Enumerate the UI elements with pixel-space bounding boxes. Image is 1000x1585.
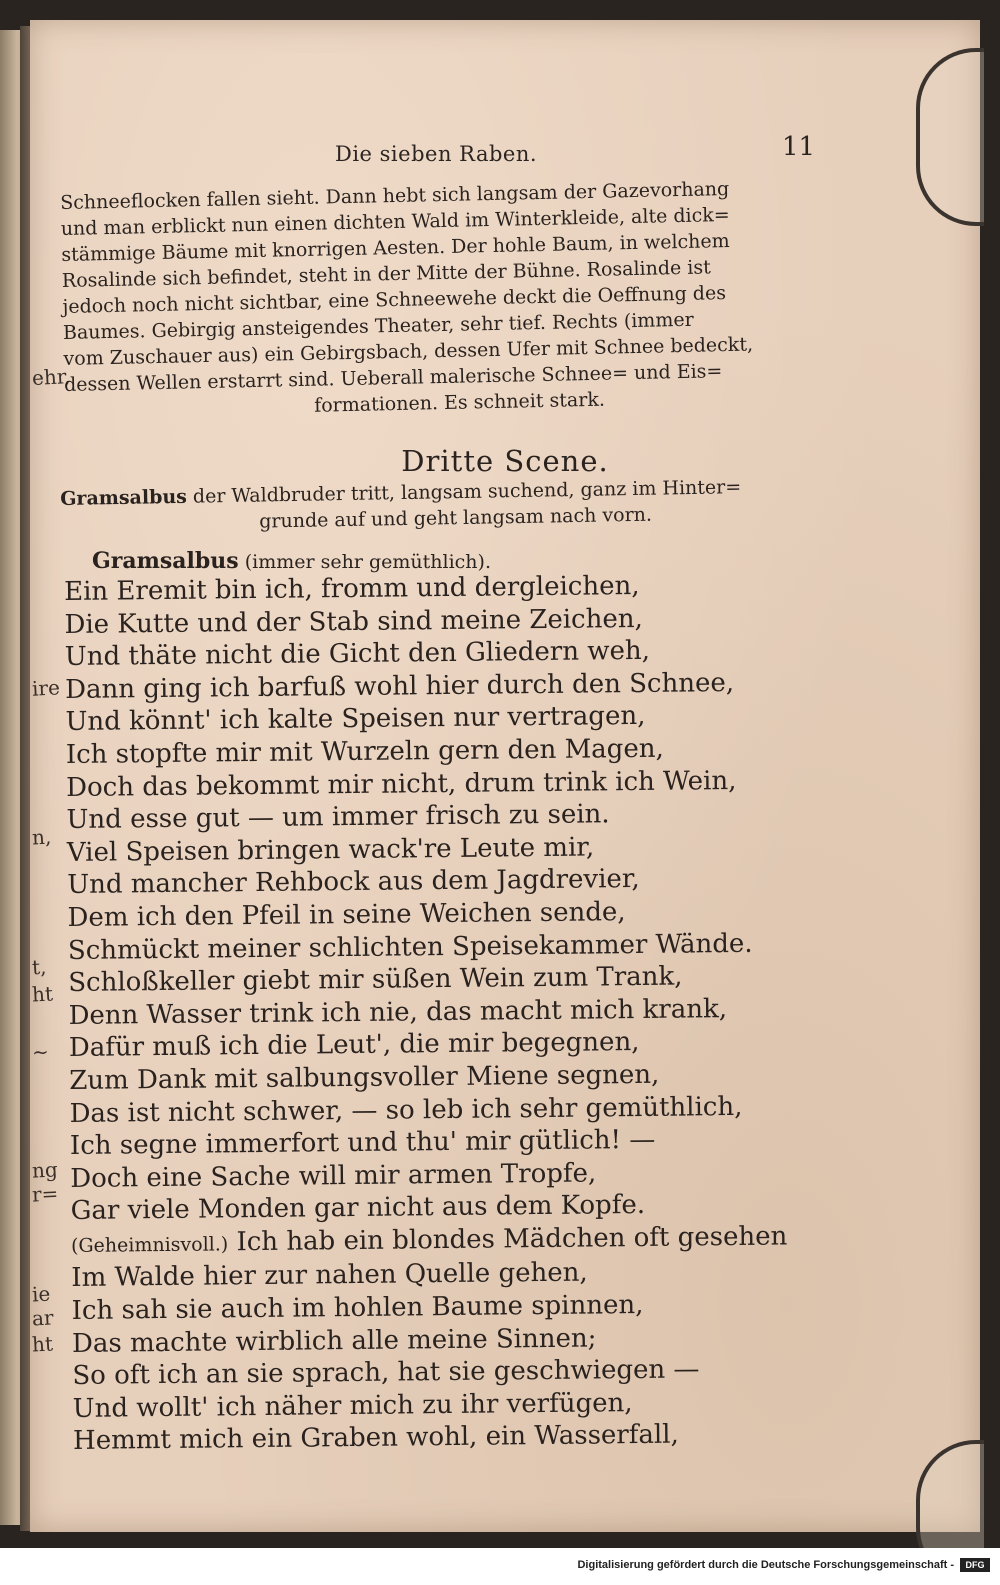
- stage-direction: [60, 173, 855, 423]
- verse-line: Schloßkeller giebt mir süßen Wein zum Trank,: [68, 961, 683, 999]
- verse-line: Dann ging ich barfuß wohl hier durch den Schnee,: [65, 667, 735, 705]
- verse-line: Das ist nicht schwer, — so leb ich sehr gemüthlich,: [69, 1091, 743, 1129]
- page-sheet: [30, 20, 980, 1532]
- margin-fragment: ehr,: [31, 364, 72, 390]
- speaker-line: [92, 548, 491, 574]
- margin-fragment: ht: [31, 1331, 54, 1357]
- funding-credit: Digitalisierung gefördert durch die Deutsche Forschungsgemeinschaft -: [577, 1559, 954, 1571]
- verse-line: Ich stopfte mir mit Wurzeln gern den Magen,: [65, 733, 664, 770]
- verse-line: Und könnt' ich kalte Speisen nur vertragen,: [65, 701, 646, 738]
- margin-fragment: r=: [31, 1181, 59, 1207]
- verse-line: Im Walde hier zur nahen Quelle gehen,: [71, 1258, 588, 1294]
- speaker-name: Gramsalbus: [92, 548, 239, 574]
- page-number: 11: [782, 132, 816, 162]
- digitization-footer: [0, 1548, 1000, 1585]
- stage-direction-line: jedoch noch nicht sichtbar, eine Schneewehe deckt die Oeffnung des: [62, 282, 727, 318]
- margin-fragment: ~: [31, 1039, 50, 1065]
- speaker-note: (immer sehr gemüthlich).: [238, 551, 491, 573]
- verse-line: Dafür muß ich die Leut', die mir begegnen,: [68, 1027, 640, 1064]
- margin-fragment: ng: [31, 1157, 59, 1183]
- verse-line: Doch das bekommt mir nicht, drum trink ich Wein,: [66, 765, 737, 803]
- verse-line: Das machte wirblich alle meine Sinnen;: [71, 1323, 597, 1359]
- stage-direction-line: dessen Wellen erstarrt sind. Ueberall malerische Schnee= und Eis=: [63, 360, 723, 396]
- stage-direction-line: vom Zuschauer aus) ein Gebirgsbach, dessen Ufer mit Schnee bedeckt,: [63, 333, 754, 370]
- stage-direction-line: formationen. Es schneit stark.: [313, 388, 606, 417]
- verse-line: Und thäte nicht die Gicht den Gliedern weh,: [64, 636, 651, 673]
- verse-line: Ich sah sie auch im hohlen Baume spinnen,: [71, 1290, 644, 1327]
- previous-page-margin-fragments: [30, 20, 72, 1532]
- margin-fragment: ire: [31, 675, 61, 701]
- stage-direction-line: Baumes. Gebirgig ansteigendes Theater, sehr tief. Rechts (immer: [62, 308, 694, 344]
- dfg-logo: DFG: [960, 1558, 990, 1572]
- verse-text: Ich hab ein blondes Mädchen oft gesehen: [228, 1221, 788, 1258]
- verse-line: Dem ich den Pfeil in seine Weichen sende,: [67, 897, 626, 933]
- scene-direction: [60, 472, 851, 538]
- verse-line: Doch eine Sache will mir armen Tropfe,: [70, 1158, 597, 1194]
- stage-direction-line: Rosalinde sich befindet, steht in der Mitte der Bühne. Rosalinde ist: [61, 256, 711, 292]
- running-title: Die sieben Raben.: [335, 142, 538, 166]
- margin-fragment: ar: [31, 1305, 55, 1331]
- page-header: [30, 132, 980, 172]
- verse-line: Und esse gut — um immer frisch zu sein.: [66, 799, 610, 836]
- verse-line: Und wollt' ich näher mich zu ihr verfügen,: [72, 1387, 633, 1424]
- verse-line: Und mancher Rehbock aus dem Jagdrevier,: [67, 864, 640, 901]
- margin-fragment: ie: [31, 1281, 51, 1307]
- scene-direction-line: grunde auf und geht langsam nach vorn.: [259, 503, 653, 533]
- verse-line: Ich segne immerfort und thu' mir gütlich! —: [69, 1124, 656, 1162]
- margin-fragment: t,: [31, 954, 48, 980]
- verse-line: Zum Dank mit salbungsvoller Miene segnen,: [69, 1059, 660, 1096]
- stage-direction-line: und man erblickt nun einen dichten Wald im Winterkleide, alte dick=: [60, 203, 730, 240]
- scene-direction-text: der Waldbruder tritt, langsam suchend, ganz im Hinter=: [186, 476, 742, 508]
- verse-line: Schmückt meiner schlichten Speisekammer Wände.: [67, 928, 753, 966]
- verse-line: Denn Wasser trink ich nie, das macht mich krank,: [68, 993, 728, 1031]
- verse-line: Hemmt mich ein Graben wohl, ein Wasserfall,: [72, 1420, 679, 1457]
- character-name: Gramsalbus: [60, 485, 188, 510]
- verse-line: Ein Eremit bin ich, fromm und dergleichen,: [64, 570, 640, 607]
- margin-fragment: n,: [31, 824, 52, 850]
- verse-line: Gar viele Monden gar nicht aus dem Kopfe.: [70, 1190, 646, 1227]
- stage-direction-line: Schneeflocken fallen sieht. Dann hebt sich langsam der Gazevorhang: [60, 177, 730, 214]
- verse-line: Die Kutte und der Stab sind meine Zeichen,: [64, 603, 643, 640]
- stage-aside: (Geheimnisvoll.): [70, 1233, 229, 1257]
- verse-block: [64, 568, 873, 1458]
- stage-direction-line: stämmige Bäume mit knorrigen Aesten. Der hohle Baum, in welchem: [61, 229, 730, 266]
- verse-line: So oft ich an sie sprach, hat sie geschwiegen —: [72, 1354, 700, 1392]
- verse-line: Viel Speisen bringen wack're Leute mir,: [66, 832, 595, 868]
- margin-fragment: ht: [31, 981, 54, 1007]
- scene-heading: Dritte Scene.: [401, 444, 609, 478]
